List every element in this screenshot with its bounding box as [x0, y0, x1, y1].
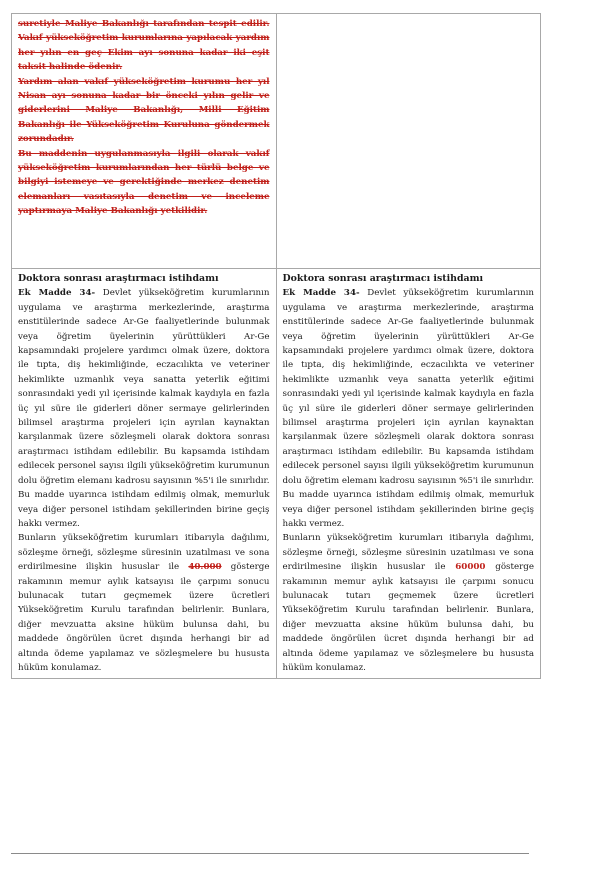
article-body: Devlet yükseköğretim kurumlarının uygulama ve araştırma merkezlerinde, araştırma enstitülerinde sadece Ar-Ge faaliyetlerinde bulunmak veya öğretim üyelerinin yürüttükleri Ar-Ge kapsamındaki projelere yardımcı olmak üzere, doktora ile tıpta, diş hekimliğinde, eczacılıkta ve veteriner hekimlikte uzmanlık veya sanatta yeterlik eğitimi sonrasındaki yedi yıl içerisinde kalmak kaydıyla en fazla üç yıl süre ile giderleri döner sermaye gelirlerinden bilimsel araştırma projeleri için ayrılan kaynaktan karşılanmak üzere sözleşmeli olarak doktora sonrası araştırmacı istihdam edilebilir. Bu kapsamda istihdam edilecek personel sayısı ilgili yükseköğretim kurumunun dolu öğretim elemanı kadrosu sayısının %5'i ile sınırlıdır. Bu madde uyarınca istihdam edilmiş olmak, memurluk veya diğer personel istihdam şekillerinden birine geçiş hakkı vermez.	[282, 288, 535, 529]
top-right-cell-empty	[276, 14, 541, 269]
article-paragraph	[18, 531, 270, 675]
top-left-cell	[12, 14, 277, 269]
deleted-paragraph: suretiyle Maliye Bakanlığı tarafından tespit edilir. Vakıf yükseköğretim kurumlarına yapılacak yardım her yılın en geç Ekim ayı sonuna kadar iki eşit taksit halinde ödenir.	[18, 19, 270, 73]
footer-divider	[11, 853, 529, 854]
table-row	[12, 269, 541, 679]
comparison-table	[11, 13, 541, 679]
deleted-number: 40.000	[188, 562, 222, 573]
article-paragraph	[18, 286, 270, 531]
article-paragraph	[283, 531, 535, 675]
article-body: gösterge rakamının memur aylık katsayısı ile çarpımı sonucu bulunacak tutarı geçmemek üzere ücretleri Yükseköğretim Kurulu tarafından belirlenir. Bunlara, diğer mevzuatta aksine hüküm bulunsa dahi, bu maddede öngörülen ücret dışında herhangi bir ad altında ödeme yapılamaz ve sözleşmelere bu hususta hüküm konulamaz.	[18, 562, 270, 673]
article-label: Ek Madde 34-	[282, 288, 360, 299]
article-label: Ek Madde 34-	[18, 288, 96, 299]
article-body: Bunların yükseköğretim kurumları itibarıyla dağılımı, sözleşme örneği, sözleşme süresinin uzatılması ve sona erdirilmesine ilişkin hususlar ile	[282, 533, 534, 573]
deleted-paragraph: Yardım alan vakıf yükseköğretim kurumu her yıl Nisan ayı sonuna kadar bir önceki yılın gelir ve giderlerini Maliye Bakanlığı, Milli Eğitim Bakanlığı ile Yükseköğretim Kuruluna göndermek zorundadır.	[18, 76, 270, 145]
section-heading: Doktora sonrası araştırmacı istihdamı	[18, 273, 219, 284]
article-body: gösterge rakamının memur aylık katsayısı ile çarpımı sonucu bulunacak tutarı geçmemek üzere ücretleri Yükseköğretim Kurulu tarafından belirlenir. Bunlara, diğer mevzuatta aksine hüküm bulunsa dahi, bu maddede öngörülen ücret dışında herhangi bir ad altında ödeme yapılamaz ve sözleşmelere bu hususta hüküm konulamaz.	[282, 562, 534, 673]
inserted-number: 60000	[455, 562, 486, 573]
new-text-cell	[276, 269, 541, 679]
section-heading: Doktora sonrası araştırmacı istihdamı	[282, 273, 484, 284]
article-body: Bunların yükseköğretim kurumları itibarıyla dağılımı, sözleşme örneği, sözleşme süresinin uzatılması ve sona erdirilmesine ilişkin hususlar ile	[18, 533, 270, 573]
article-body: Devlet yükseköğretim kurumlarının uygulama ve araştırma merkezlerinde, araştırma enstitülerinde sadece Ar-Ge faaliyetlerinde bulunmak veya öğretim üyelerinin yürüttükleri Ar-Ge kapsamındaki projelere yardımcı olmak üzere, doktora ile tıpta, diş hekimliğinde, eczacılıkta ve veteriner hekimlikte uzmanlık veya sanatta yeterlik eğitimi sonrasındaki yedi yıl içerisinde kalmak kaydıyla en fazla üç yıl süre ile giderleri döner sermaye gelirlerinden bilimsel araştırma projeleri için ayrılan kaynaktan karşılanmak üzere sözleşmeli olarak doktora sonrası araştırmacı istihdam edilebilir. Bu kapsamda istihdam edilecek personel sayısı ilgili yükseköğretim kurumunun dolu öğretim elemanı kadrosu sayısının %5'i ile sınırlıdır. Bu madde uyarınca istihdam edilmiş olmak, memurluk veya diğer personel istihdam şekillerinden birine geçiş hakkı vermez.	[18, 288, 270, 529]
article-paragraph	[283, 286, 535, 531]
old-text-cell	[12, 269, 277, 679]
table-row	[12, 14, 541, 269]
deleted-paragraph: Bu maddenin uygulanmasıyla ilgili olarak vakıf yükseköğretim kurumlarından her türlü belge ve bilgiyi istemeye ve gerektiğinde merkez denetim elemanları vasıtasıyla denetim ve inceleme yaptırmaya Maliye Bakanlığı yetkilidir.	[18, 148, 270, 217]
